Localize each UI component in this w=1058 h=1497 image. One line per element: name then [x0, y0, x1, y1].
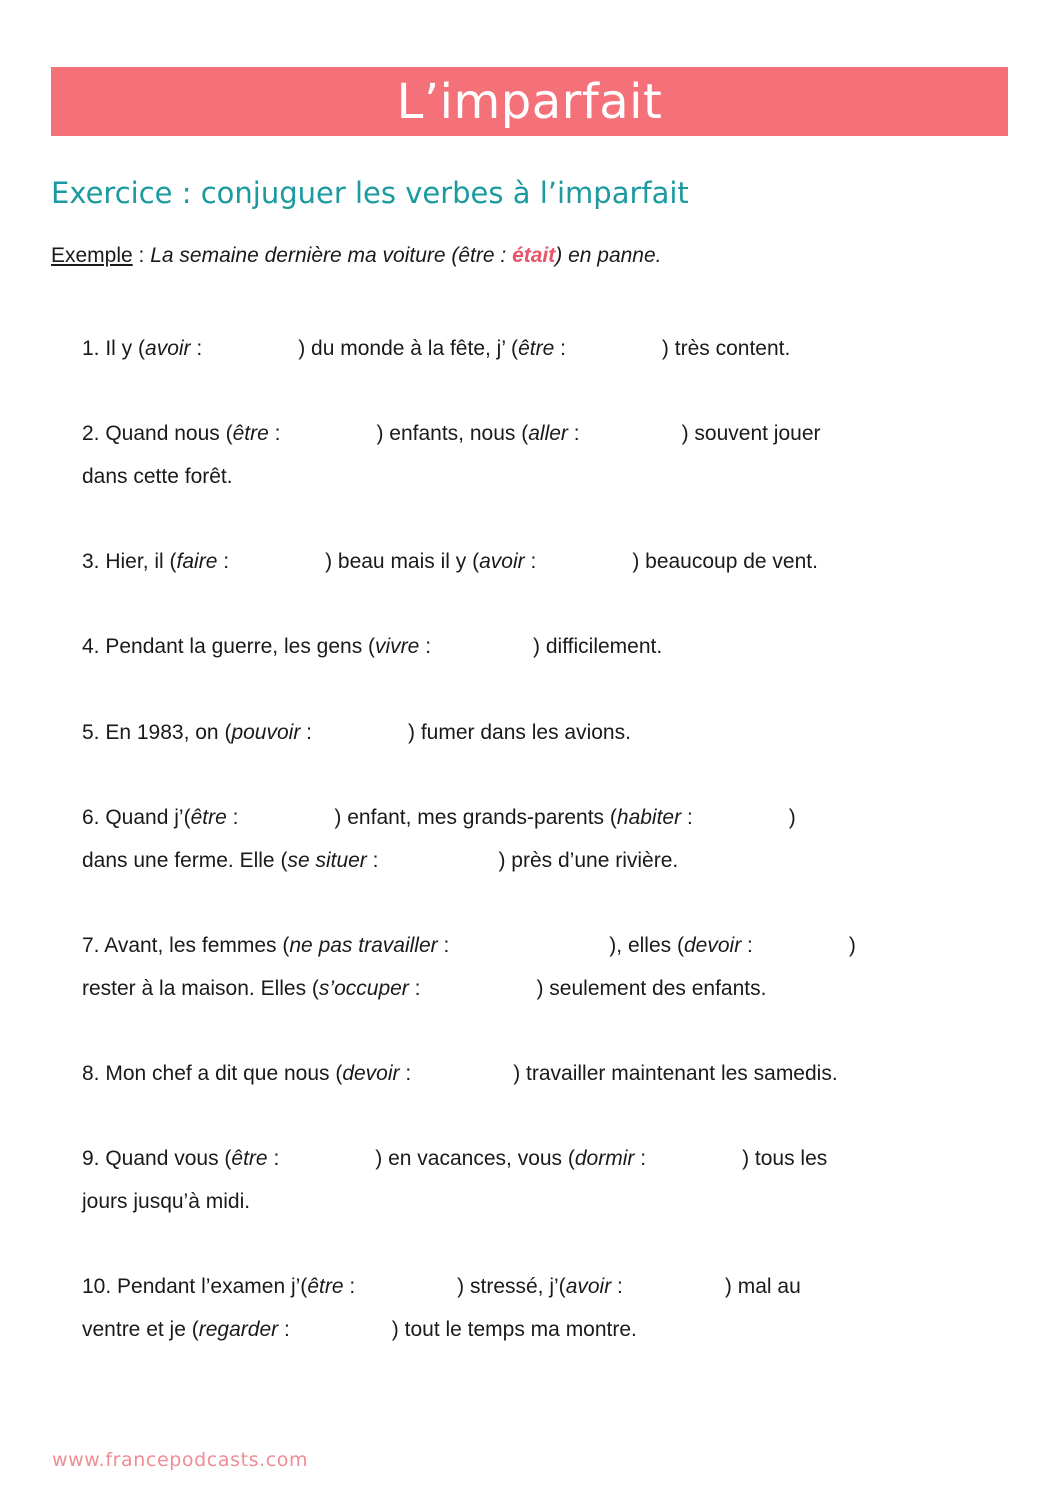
sentence-text: ) souvent jouer	[681, 422, 821, 445]
example-sentence	[51, 244, 662, 268]
sentence-text: :	[611, 1275, 623, 1298]
sentence-text: ), elles (	[609, 934, 684, 957]
footer-url[interactable]: www.francepodcasts.com	[52, 1449, 309, 1471]
exercise-item-8	[82, 1052, 838, 1095]
sentence-text: ) près d’une rivière.	[498, 849, 679, 872]
sentence-text: 9. Quand vous (	[82, 1147, 232, 1170]
page-title: L’imparfait	[396, 73, 663, 130]
sentence-text: ) seulement des enfants.	[536, 977, 767, 1000]
verb-infinitive: aller	[528, 422, 568, 445]
sentence-text: :	[268, 422, 281, 445]
verb-infinitive: être	[232, 422, 269, 445]
title-banner	[51, 67, 1008, 136]
exercise-line	[82, 1308, 801, 1351]
sentence-text: ) beaucoup de vent.	[632, 550, 818, 573]
sentence-text: )	[848, 934, 856, 957]
exercise-line	[82, 625, 662, 668]
verb-infinitive: pouvoir	[231, 721, 301, 744]
sentence-text: ) tous les	[742, 1147, 828, 1170]
sentence-text: ) tout le temps ma montre.	[391, 1318, 637, 1341]
sentence-text: 8. Mon chef a dit que nous (	[82, 1062, 343, 1085]
sentence-text: dans une ferme. Elle (	[82, 849, 288, 872]
verb-infinitive: vivre	[375, 635, 420, 658]
verb-infinitive: avoir	[479, 550, 525, 573]
exercise-line	[82, 839, 796, 882]
exercise-item-4	[82, 625, 662, 668]
verb-infinitive: dormir	[574, 1147, 635, 1170]
verb-infinitive: s’occuper	[318, 977, 409, 1000]
exercise-item-6	[82, 796, 796, 882]
sentence-text: ) stressé, j’(	[457, 1275, 566, 1298]
sentence-text: dans cette forêt.	[82, 465, 233, 488]
sentence-text: 5. En 1983, on (	[82, 721, 232, 744]
sentence-text: ) enfant, mes grands-parents (	[334, 806, 617, 829]
sentence-text: :	[399, 1062, 412, 1085]
sentence-text: ventre et je (	[82, 1318, 199, 1341]
sentence-text: ) très content.	[661, 337, 791, 360]
sentence-text: :	[524, 550, 537, 573]
sentence-text: 3. Hier, il (	[82, 550, 177, 573]
exercise-item-10	[82, 1265, 801, 1351]
sentence-text: ) enfants, nous (	[376, 422, 529, 445]
sentence-text: :	[554, 337, 566, 360]
exercise-item-9	[82, 1137, 827, 1223]
sentence-text: :	[419, 635, 432, 658]
exercise-item-3	[82, 540, 818, 583]
exercise-item-1	[82, 327, 790, 370]
exercise-line	[82, 540, 818, 583]
verb-infinitive: faire	[176, 550, 218, 573]
verb-infinitive: habiter	[616, 806, 682, 829]
sentence-text: ) en vacances, vous (	[375, 1147, 575, 1170]
sentence-text: rester à la maison. Elles (	[82, 977, 319, 1000]
exercise-line	[82, 796, 796, 839]
example-answer: était	[512, 244, 556, 267]
example-separator: :	[132, 244, 151, 267]
exercise-line	[82, 711, 631, 754]
sentence-text: 7. Avant, les femmes (	[82, 934, 290, 957]
sentence-text: :	[300, 721, 313, 744]
sentence-text: ) beau mais il y (	[325, 550, 480, 573]
example-text-before: La semaine dernière ma voiture (être :	[150, 244, 513, 267]
sentence-text: :	[366, 849, 379, 872]
sentence-text: 1. Il y (	[82, 337, 146, 360]
sentence-text: ) fumer dans les avions.	[408, 721, 631, 744]
sentence-text: ) mal au	[724, 1275, 801, 1298]
exercise-item-7	[82, 924, 856, 1010]
sentence-text: :	[681, 806, 693, 829]
sentence-text: 6. Quand j’(	[82, 806, 191, 829]
sentence-text: :	[278, 1318, 290, 1341]
sentence-text: :	[567, 422, 580, 445]
verb-infinitive: être	[518, 337, 555, 360]
exercise-line	[82, 1137, 827, 1180]
exercise-line	[82, 1180, 827, 1223]
sentence-text: 4. Pendant la guerre, les gens (	[82, 635, 376, 658]
sentence-text: :	[343, 1275, 356, 1298]
sentence-text: :	[226, 806, 239, 829]
verb-infinitive: regarder	[198, 1318, 279, 1341]
example-text-after: ) en panne.	[555, 244, 662, 267]
verb-infinitive: être	[307, 1275, 344, 1298]
verb-infinitive: être	[190, 806, 227, 829]
verb-infinitive: ne pas travailler	[289, 934, 438, 957]
exercise-line	[82, 967, 856, 1010]
exercise-line	[82, 1052, 838, 1095]
sentence-text: :	[408, 977, 421, 1000]
sentence-text: 2. Quand nous (	[82, 422, 233, 445]
sentence-text: :	[267, 1147, 280, 1170]
sentence-text: 10. Pendant l’examen j’(	[82, 1275, 308, 1298]
sentence-text: ) difficilement.	[533, 635, 663, 658]
exercise-item-2	[82, 412, 821, 498]
verb-infinitive: être	[231, 1147, 268, 1170]
verb-infinitive: devoir	[683, 934, 742, 957]
sentence-text: :	[217, 550, 230, 573]
sentence-text: :	[634, 1147, 647, 1170]
exercise-line	[82, 327, 790, 370]
exercise-heading: Exercice : conjuguer les verbes à l’imparfait	[51, 176, 689, 210]
sentence-text: :	[437, 934, 450, 957]
verb-infinitive: avoir	[145, 337, 191, 360]
sentence-text: ) travailler maintenant les samedis.	[513, 1062, 838, 1085]
sentence-text: ) du monde à la fête, j’ (	[298, 337, 519, 360]
sentence-text: :	[741, 934, 753, 957]
exercise-line	[82, 1265, 801, 1308]
exercise-line	[82, 924, 856, 967]
sentence-text: )	[788, 806, 796, 829]
verb-infinitive: devoir	[342, 1062, 400, 1085]
sentence-text: jours jusqu’à midi.	[82, 1190, 251, 1213]
verb-infinitive: se situer	[287, 849, 367, 872]
exercise-line	[82, 455, 821, 498]
exercise-line	[82, 412, 821, 455]
sentence-text: :	[190, 337, 203, 360]
verb-infinitive: avoir	[565, 1275, 612, 1298]
exercise-item-5	[82, 711, 631, 754]
example-label: Exemple	[51, 244, 133, 267]
